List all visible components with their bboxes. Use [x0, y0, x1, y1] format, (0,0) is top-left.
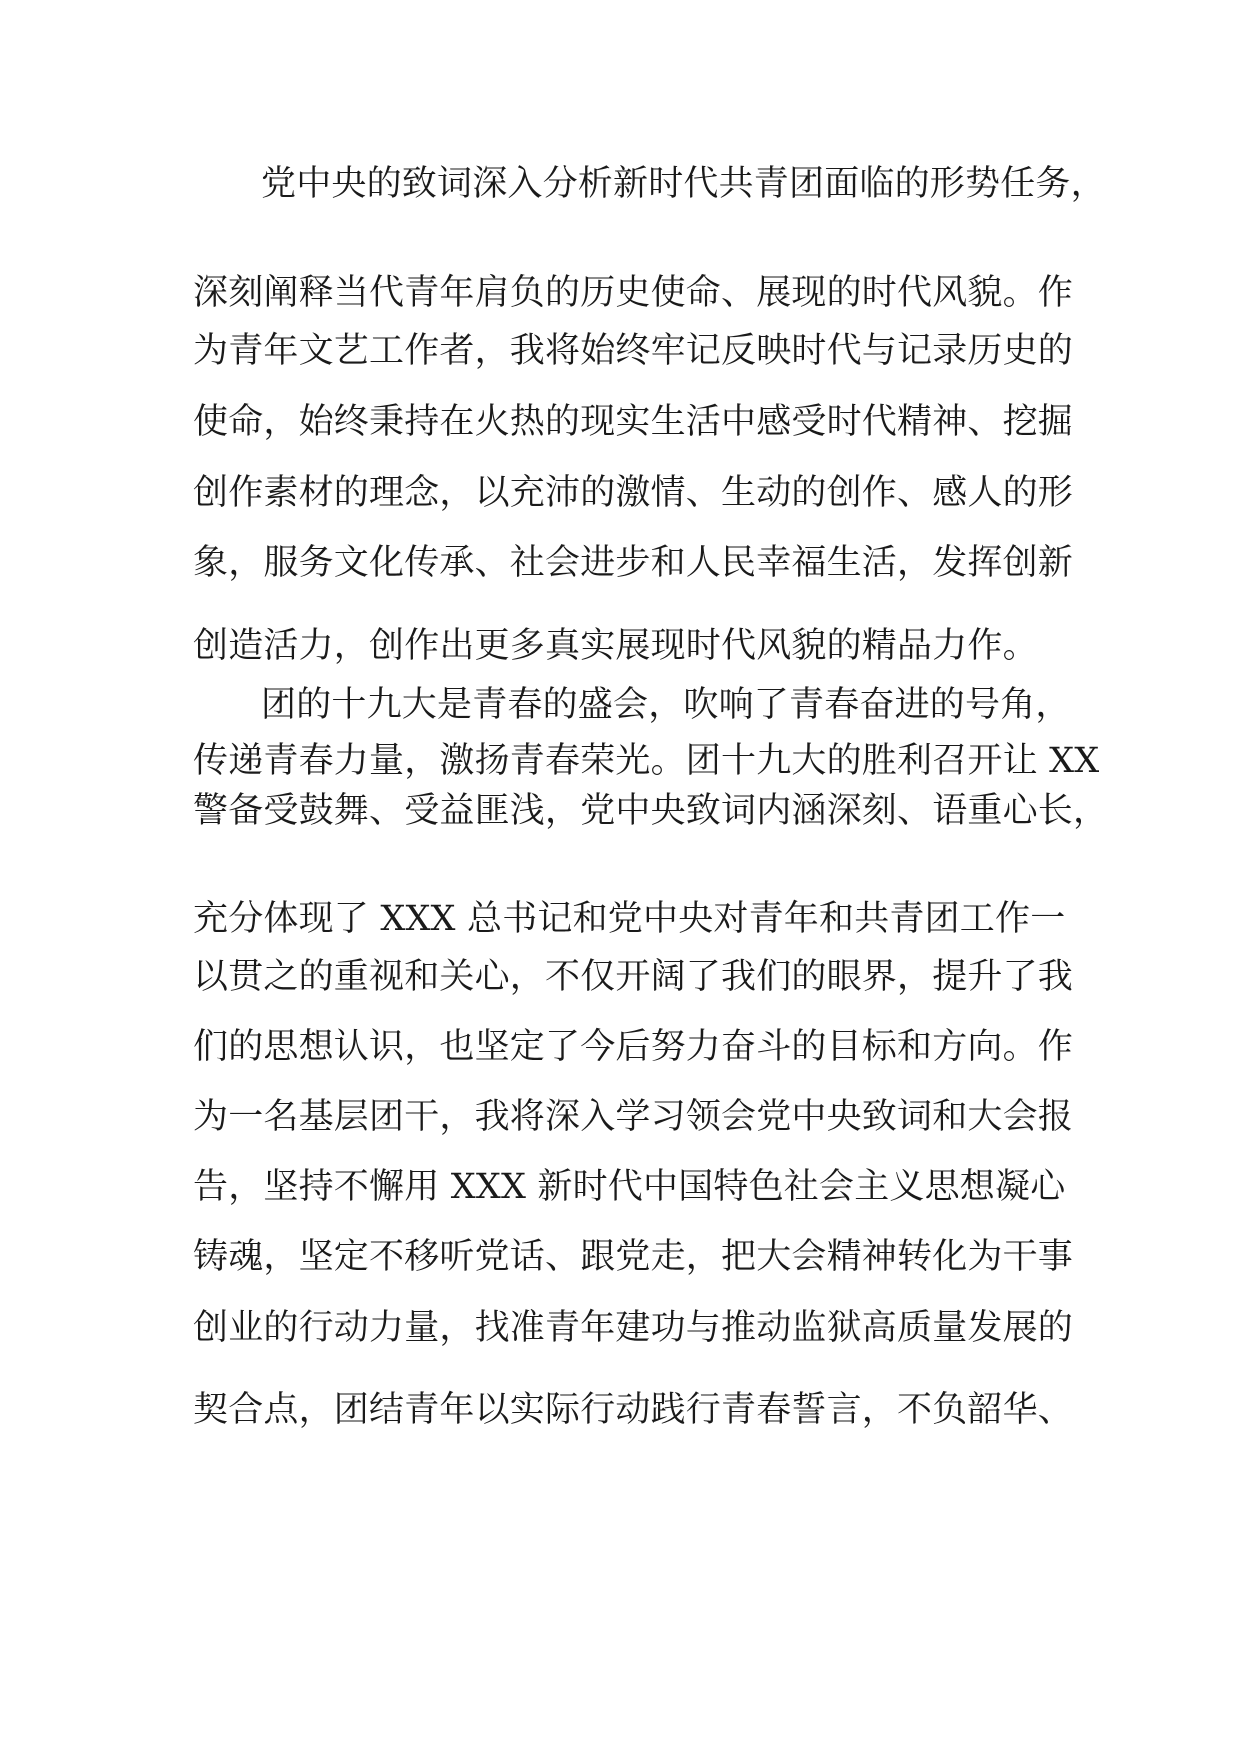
paragraph-line: 深刻阐释当代青年肩负的历史使命、展现的时代风貌。作 [193, 273, 1074, 313]
paragraph-line: 团的十九大是青春的盛会，吹响了青春奋进的号角， [261, 685, 1071, 725]
paragraph-line: 告，坚持不懈用 XXX 新时代中国特色社会主义思想凝心 [193, 1167, 1066, 1207]
paragraph-line: 们的思想认识，也坚定了今后努力奋斗的目标和方向。作 [193, 1027, 1074, 1067]
paragraph-line: 为一名基层团干，我将深入学习领会党中央致词和大会报 [193, 1097, 1074, 1137]
paragraph-line: 契合点，团结青年以实际行动践行青春誓言，不负韶华、 [193, 1390, 1074, 1430]
paragraph-line: 充分体现了 XXX 总书记和党中央对青年和共青团工作一 [193, 899, 1066, 939]
paragraph-line: 铸魂，坚定不移听党话、跟党走，把大会精神转化为干事 [193, 1237, 1074, 1277]
paragraph-line: 创造活力，创作出更多真实展现时代风貌的精品力作。 [193, 626, 1038, 666]
paragraph-line: 为青年文艺工作者，我将始终牢记反映时代与记录历史的 [193, 331, 1074, 371]
paragraph-line: 以贯之的重视和关心，不仅开阔了我们的眼界，提升了我 [193, 957, 1074, 997]
paragraph-line: 党中央的致词深入分析新时代共青团面临的形势任务， [261, 164, 1106, 204]
paragraph-line: 创作素材的理念，以充沛的激情、生动的创作、感人的形 [193, 473, 1074, 513]
paragraph-line: 象，服务文化传承、社会进步和人民幸福生活，发挥创新 [193, 543, 1074, 583]
paragraph-line: 传递青春力量，激扬青春荣光。团十九大的胜利召开让 XX [193, 741, 1100, 781]
paragraph-line: 警备受鼓舞、受益匪浅，党中央致词内涵深刻、语重心长， [193, 791, 1109, 831]
paragraph-line: 创业的行动力量，找准青年建功与推动监狱高质量发展的 [193, 1308, 1074, 1348]
paragraph-line: 使命，始终秉持在火热的现实生活中感受时代精神、挖掘 [193, 402, 1074, 442]
